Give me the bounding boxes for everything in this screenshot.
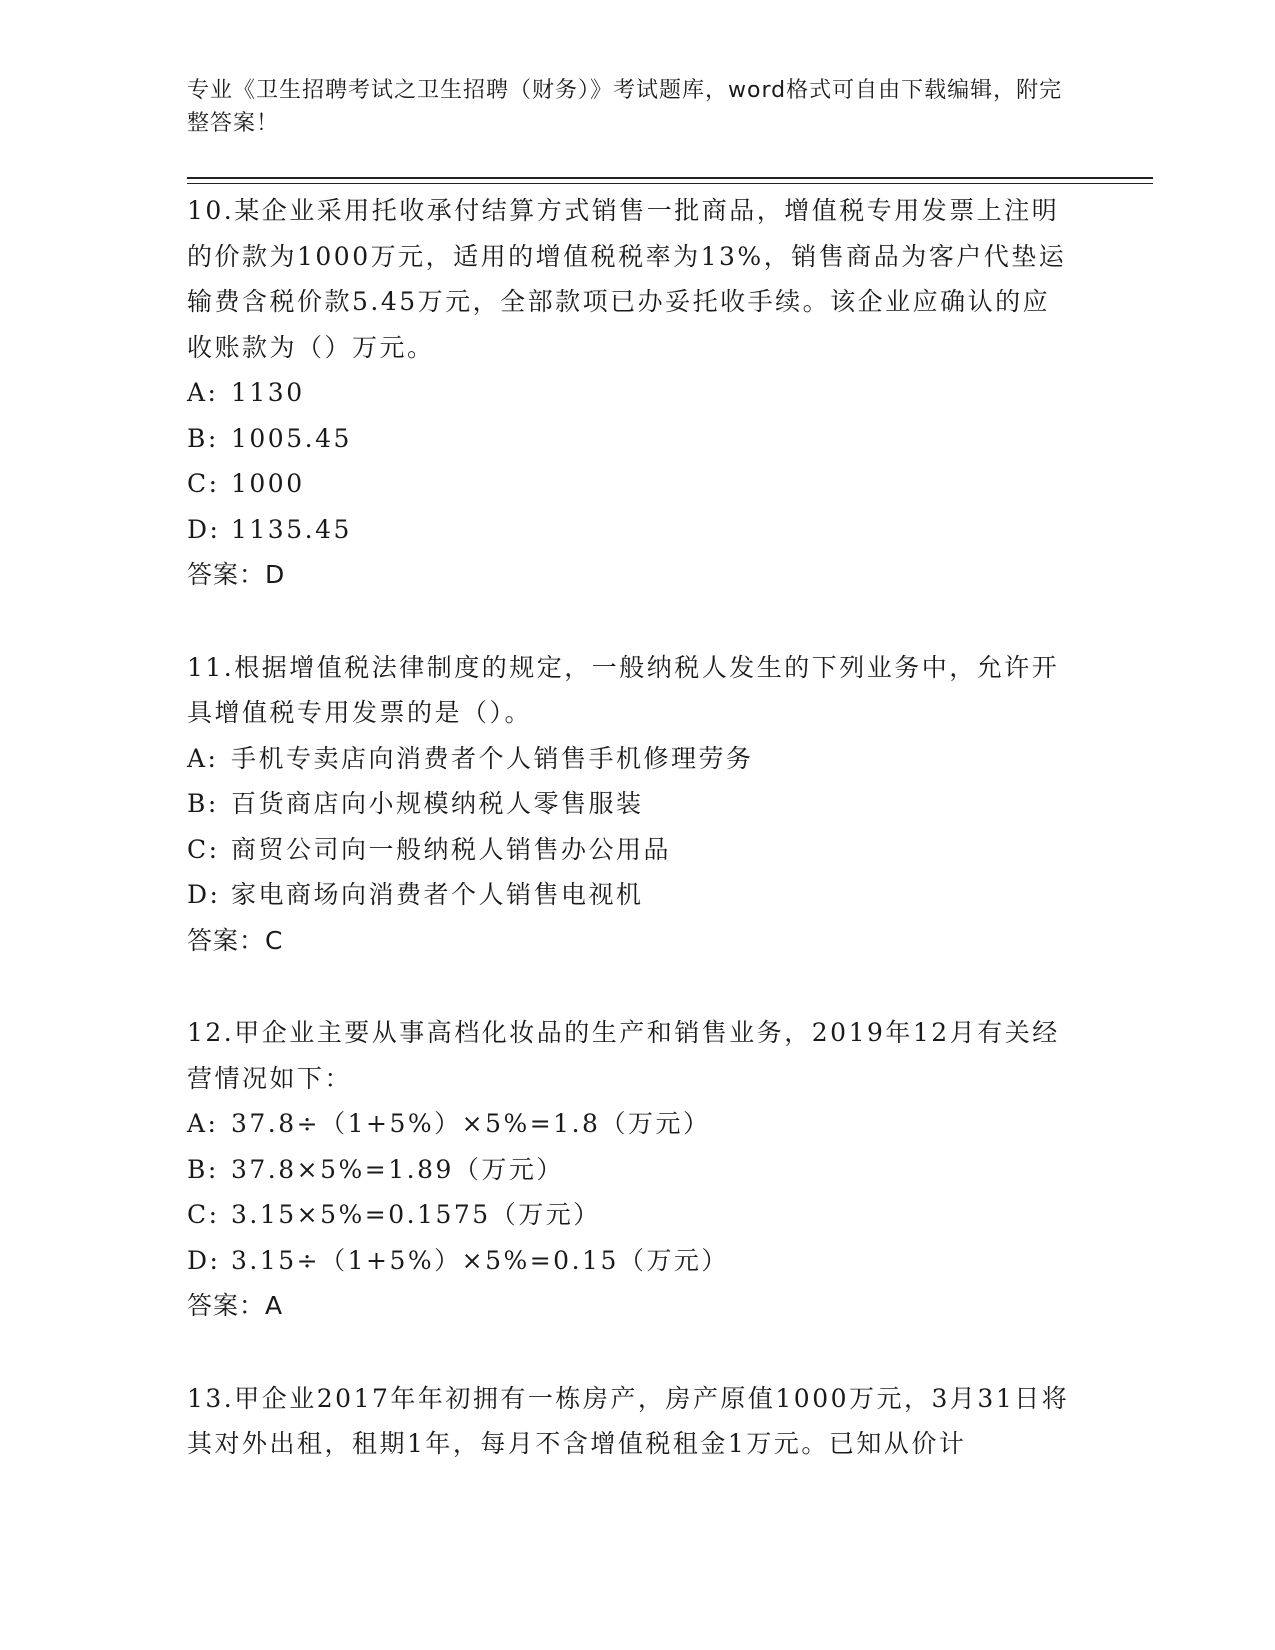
option-text: 百货商店向小规模纳税人零售服装 xyxy=(231,789,644,818)
question-10 xyxy=(187,188,1077,598)
option-text: 1005.45 xyxy=(231,423,352,453)
header-divider-thin xyxy=(187,183,1153,184)
option-a xyxy=(187,736,1077,782)
option-c xyxy=(187,827,1077,873)
option-text: 商贸公司向一般纳税人销售办公用品 xyxy=(231,834,672,864)
option-letter: D: xyxy=(187,514,221,544)
option-c xyxy=(187,461,1077,507)
option-text: 3.15×5%=0.1575（万元） xyxy=(231,1200,601,1229)
header-divider-thick xyxy=(187,177,1153,179)
option-letter: D: xyxy=(187,1245,221,1275)
option-d xyxy=(187,1238,1077,1284)
option-text: 手机专卖店向消费者个人销售手机修理劳务 xyxy=(231,743,754,773)
option-letter: B: xyxy=(187,1154,219,1184)
option-a xyxy=(187,370,1077,416)
option-letter: C: xyxy=(187,469,220,498)
option-letter: C: xyxy=(187,1200,220,1229)
option-c xyxy=(187,1192,1077,1238)
question-text: 12.甲企业主要从事高档化妆品的生产和销售业务，2019年12月有关经营情况如下： xyxy=(187,1018,1060,1093)
option-b xyxy=(187,1147,1077,1193)
answer-line: 答案：D xyxy=(187,560,286,589)
question-text: 13.甲企业2017年年初拥有一栋房产，房产原值1000万元，3月31日将其对外出租，租期1年，每月不含增值税租金1万元。已知从价计 xyxy=(187,1383,1070,1458)
option-letter: B: xyxy=(187,789,219,818)
option-letter: A: xyxy=(187,1109,219,1138)
option-b xyxy=(187,781,1077,827)
option-letter: C: xyxy=(187,834,220,864)
document-header xyxy=(187,74,1067,140)
option-text: 1000 xyxy=(231,469,305,498)
option-text: 1135.45 xyxy=(231,514,352,544)
option-letter: B: xyxy=(187,423,219,453)
option-letter: A: xyxy=(187,378,219,407)
option-text: 37.8÷（1+5%）×5%=1.8（万元） xyxy=(231,1109,711,1138)
option-a xyxy=(187,1101,1077,1147)
option-b xyxy=(187,416,1077,462)
option-letter: A: xyxy=(187,743,219,773)
question-text: 11.根据增值税法律制度的规定，一般纳税人发生的下列业务中，允许开具增值税专用发票的是（）。 xyxy=(187,652,1060,727)
question-13 xyxy=(187,1376,1077,1467)
option-text: 家电商场向消费者个人销售电视机 xyxy=(231,880,644,909)
header-intro: 专业《卫生招聘考试之卫生招聘（财务）》考试题库，word格式可自由下载编辑，附完整答案！ xyxy=(187,78,1063,136)
option-text: 1130 xyxy=(231,378,305,407)
question-text: 10.某企业采用托收承付结算方式销售一批商品，增值税专用发票上注明的价款为1000万元，适用的增值税税率为13%，销售商品为客户代垫运输费含税价款5.45万元，全部款项已办妥托收手续。该企业应确认的应收账款为（）万元。 xyxy=(187,196,1067,362)
question-list xyxy=(187,188,1077,1514)
option-letter: D: xyxy=(187,880,221,909)
option-text: 37.8×5%=1.89（万元） xyxy=(231,1154,564,1184)
option-d xyxy=(187,872,1077,918)
question-11 xyxy=(187,645,1077,964)
option-text: 3.15÷（1+5%）×5%=0.15（万元） xyxy=(231,1245,729,1275)
question-12 xyxy=(187,1010,1077,1329)
answer-line: 答案：C xyxy=(187,925,284,955)
answer-line: 答案：A xyxy=(187,1291,284,1320)
option-d xyxy=(187,507,1077,553)
